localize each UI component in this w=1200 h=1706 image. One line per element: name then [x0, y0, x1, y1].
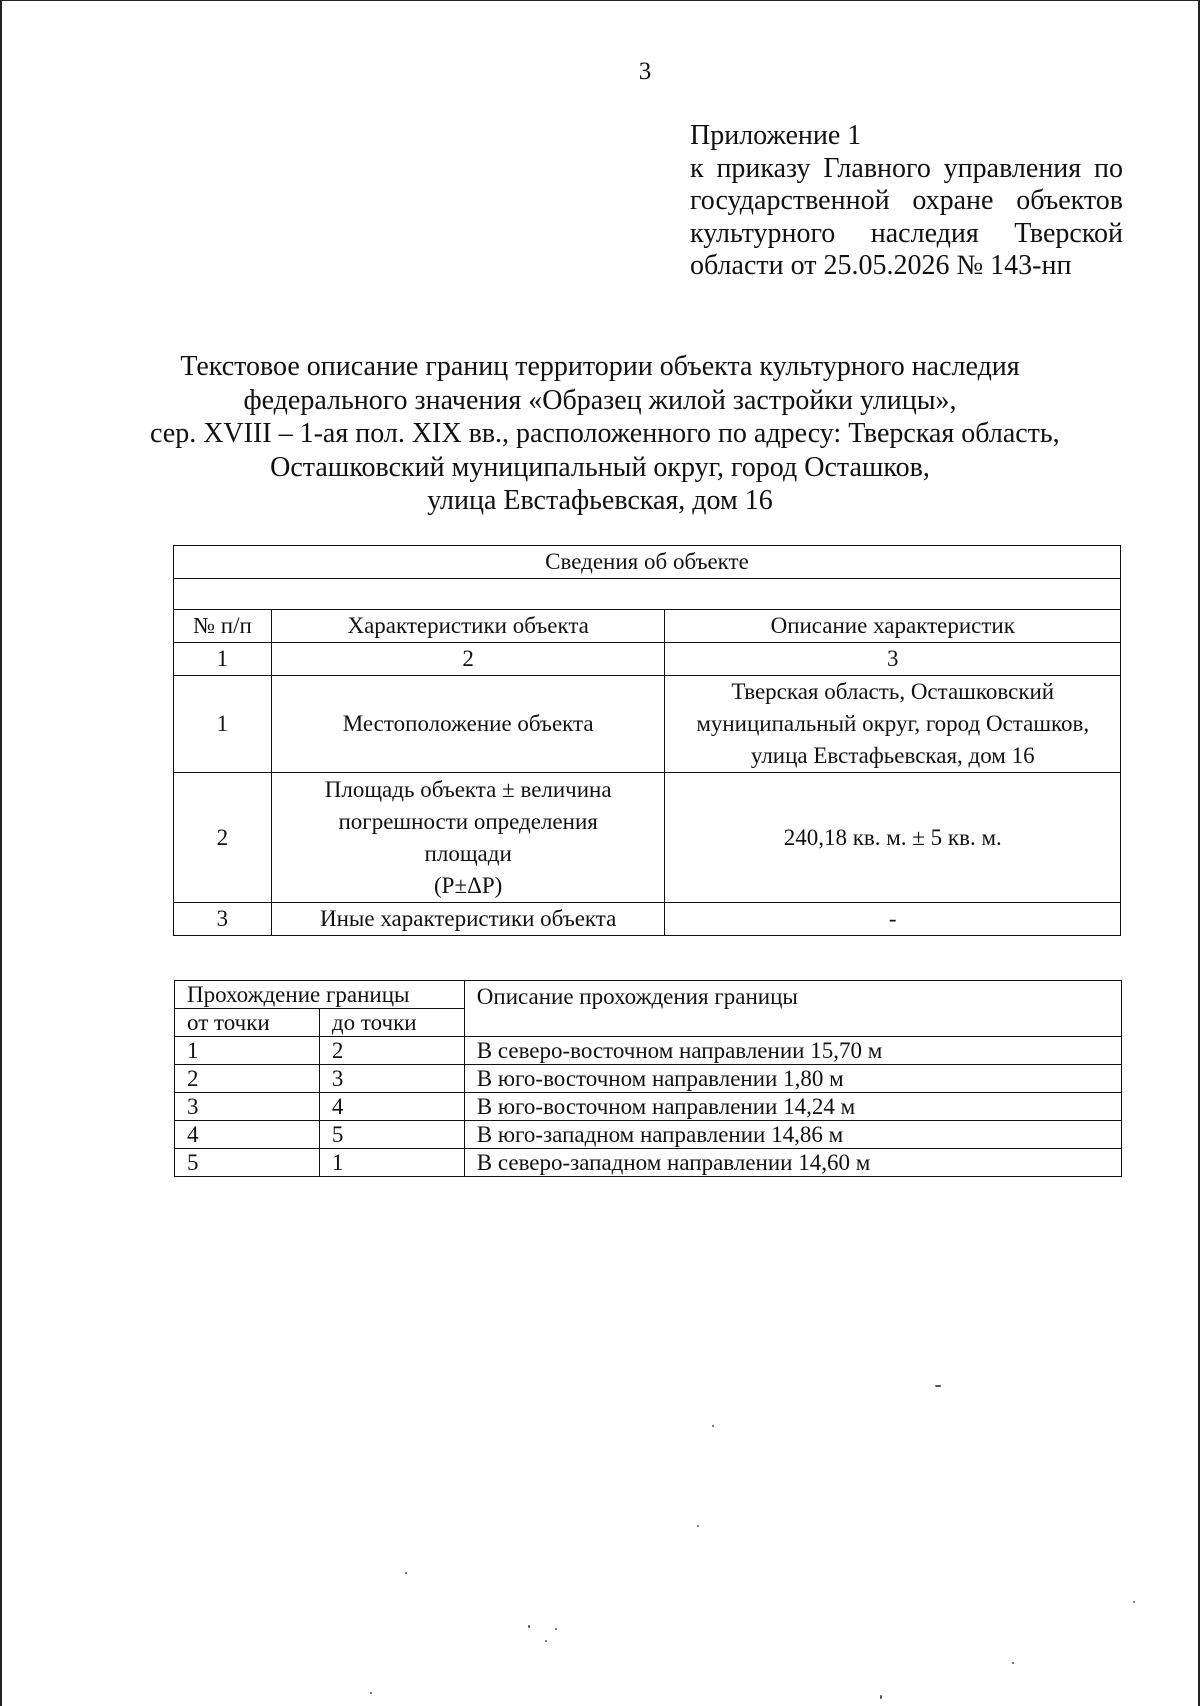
scan-speck — [712, 1425, 714, 1427]
document-title — [150, 350, 1060, 518]
table-row — [174, 676, 1121, 773]
characteristic-cell — [271, 773, 665, 903]
characteristic-line: погрешности определения — [338, 808, 598, 834]
table-blank-row — [174, 579, 1121, 610]
characteristic-cell — [271, 676, 665, 773]
characteristic-line: Иные характеристики объекта — [320, 906, 617, 931]
description-line: Тверская область, Осташковский — [731, 679, 1055, 704]
segment-description: В юго-восточном направлении 1,80 м — [464, 1065, 1121, 1093]
description-cell — [665, 903, 1121, 936]
boundary-header-row — [175, 981, 1122, 1009]
to-point: 2 — [319, 1037, 464, 1065]
appendix-line: государственной охране объектов — [690, 185, 1123, 216]
from-header: от точки — [175, 1009, 320, 1037]
object-info-table — [173, 545, 1121, 936]
characteristic-line: Площадь объекта ± величина — [324, 776, 612, 802]
segment-description: В юго-восточном направлении 14,24 м — [464, 1093, 1121, 1121]
description-line: улица Евстафьевская, дом 16 — [750, 743, 1035, 768]
description-line: 240,18 кв. м. ± 5 кв. м. — [783, 824, 1002, 850]
title-line: Текстовое описание границ территории объекта культурного наследия — [180, 351, 1020, 382]
from-point: 2 — [175, 1065, 320, 1093]
column-number-row — [174, 643, 1121, 676]
from-point: 4 — [175, 1121, 320, 1149]
characteristic-line: площади — [424, 840, 512, 866]
appendix-block — [690, 120, 1123, 283]
appendix-line: к приказу Главного управления по — [690, 152, 1123, 184]
appendix-line: области от 25.05.2026 № 143-нп — [690, 250, 1072, 281]
column-number: 2 — [271, 643, 665, 676]
scan-speck — [370, 1692, 372, 1694]
description-line: муниципальный округ, город Осташков, — [696, 711, 1090, 736]
appendix-line: Приложение 1 — [690, 120, 862, 151]
table-row — [175, 1065, 1122, 1093]
characteristic-cell — [271, 903, 665, 936]
from-point: 5 — [175, 1149, 320, 1177]
scan-speck — [528, 1625, 530, 1628]
to-point: 5 — [319, 1121, 464, 1149]
title-line: Осташковский муниципальный округ, город Осташков, — [270, 451, 930, 483]
table-row — [175, 1149, 1122, 1177]
from-point: 1 — [175, 1037, 320, 1065]
scan-speck — [935, 1385, 941, 1387]
description-cell — [665, 773, 1121, 903]
characteristic-line: (P±ΔP) — [434, 872, 503, 898]
scan-speck — [555, 1628, 557, 1630]
description-header: Описание прохождения границы — [464, 981, 1121, 1037]
table-row — [175, 1121, 1122, 1149]
page-number: 3 — [638, 58, 652, 85]
segment-description: В юго-западном направлении 14,86 м — [464, 1121, 1121, 1149]
page-edge-left — [0, 0, 2, 1706]
appendix-line: культурного наследия Тверской — [690, 217, 1123, 249]
to-point: 3 — [319, 1065, 464, 1093]
scan-speck — [1012, 1662, 1014, 1664]
column-number: 1 — [174, 643, 272, 676]
title-line: федерального значения «Образец жилой застройки улицы», — [243, 384, 957, 416]
table-row — [174, 773, 1121, 903]
table-heading: Сведения об объекте — [174, 546, 1121, 579]
scan-speck — [880, 1695, 882, 1699]
column-header: Характеристики объекта — [271, 610, 665, 643]
title-line: улица Евстафьевская, дом 16 — [427, 485, 773, 516]
title-line: сер. XVIII – 1-ая пол. XIX вв., расположенного по адресу: Тверская область, — [150, 418, 1060, 449]
segment-description: В северо-западном направлении 14,60 м — [464, 1149, 1121, 1177]
scan-speck — [405, 1572, 407, 1574]
column-header: № п/п — [174, 610, 272, 643]
table-row — [174, 903, 1121, 936]
description-cell — [665, 676, 1121, 773]
table-row — [175, 1093, 1122, 1121]
characteristic-line: Местоположение объекта — [342, 711, 594, 736]
description-line: - — [888, 906, 897, 931]
boundary-table — [174, 980, 1122, 1177]
scan-speck — [1133, 1601, 1135, 1603]
group-header: Прохождение границы — [175, 981, 465, 1009]
to-point: 1 — [319, 1149, 464, 1177]
row-number: 2 — [174, 773, 272, 903]
row-number: 3 — [174, 903, 272, 936]
column-number: 3 — [665, 643, 1121, 676]
table-row — [175, 1037, 1122, 1065]
scan-speck — [545, 1640, 547, 1642]
scan-speck — [697, 1525, 699, 1527]
to-point: 4 — [319, 1093, 464, 1121]
blank-cell — [174, 579, 1121, 610]
table-heading-row — [174, 546, 1121, 579]
column-header-row — [174, 610, 1121, 643]
segment-description: В северо-восточном направлении 15,70 м — [464, 1037, 1121, 1065]
from-point: 3 — [175, 1093, 320, 1121]
column-header: Описание характеристик — [665, 610, 1121, 643]
row-number: 1 — [174, 676, 272, 773]
to-header: до точки — [319, 1009, 464, 1037]
page-edge-top — [0, 0, 1200, 1]
